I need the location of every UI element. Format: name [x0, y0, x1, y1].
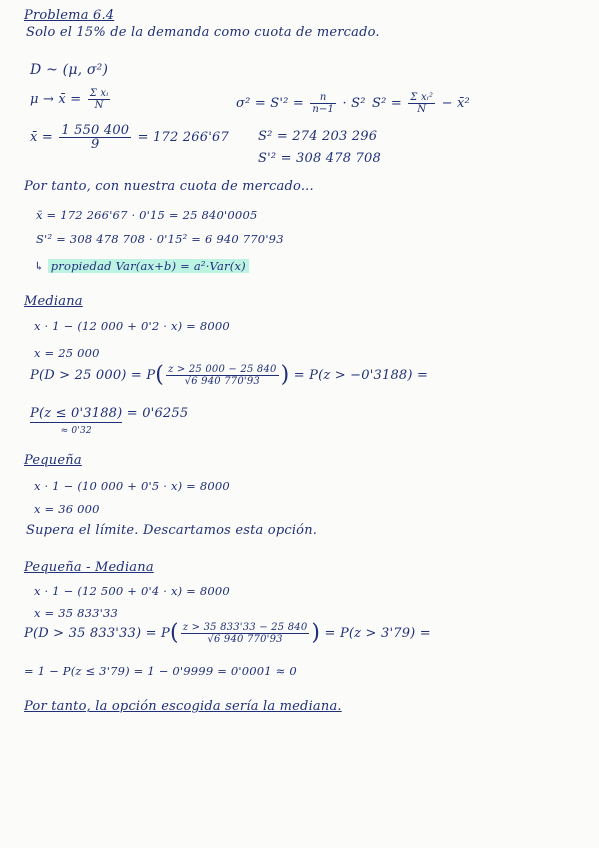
variance-market-share: S'² = 308 478 708 · 0'15² = 6 940 770'93	[36, 232, 284, 246]
pequena-mediana-equation: x · 1 − (12 500 + 0'4 · x) = 8000	[34, 584, 230, 598]
mediana-result-approx: ≈ 0'32	[60, 426, 92, 436]
mean-fraction-den: N	[94, 100, 104, 111]
mediana-result	[30, 406, 188, 439]
variance-formula-rhs: · S²	[342, 96, 366, 111]
variance-fraction	[310, 92, 336, 115]
conclusion-line: Por tanto, la opción escogida sería la mediana.	[24, 699, 342, 714]
xbar-fraction	[59, 124, 131, 151]
pequena-note: Supera el límite. Descartamos esta opción.	[26, 523, 318, 538]
intro-line: Solo el 15% de la demanda como cuota de mercado.	[26, 25, 380, 40]
mediana-probability	[30, 364, 428, 387]
mediana-z-num: z > 25 000 − 25 840	[168, 364, 277, 375]
xbar-market-share: x̄ = 172 266'67 · 0'15 = 25 840'0005	[36, 208, 258, 222]
s2-definition-rhs: − x̄²	[441, 96, 470, 111]
pequena-mediana-probability-rhs: = P(z > 3'79) =	[324, 626, 431, 641]
problem-title: Problema 6.4	[24, 8, 115, 23]
market-share-intro: Por tanto, con nuestra cuota de mercado...	[24, 179, 314, 194]
pequena-mediana-probability	[24, 622, 431, 645]
variance-formula-lhs: σ² = S'² =	[236, 96, 304, 111]
xbar-fraction-num: 1 550 400	[61, 123, 130, 138]
mean-fraction-num: Σ xᵢ	[89, 88, 109, 99]
open-paren: (	[169, 620, 179, 646]
close-paren: )	[311, 620, 321, 646]
mediana-probability-lhs: P(D > 25 000) = P	[30, 368, 156, 383]
xbar-computation-rhs: = 172 266'67	[137, 130, 229, 145]
property-note	[34, 258, 249, 274]
xbar-computation-lhs: x̄ =	[30, 130, 53, 145]
pequena-mediana-result: = 1 − P(z ≤ 3'79) = 1 − 0'9999 = 0'0001 ≈ 0	[24, 664, 297, 678]
mediana-equation: x · 1 − (12 000 + 0'2 · x) = 8000	[34, 319, 230, 333]
s2-fraction-den: N	[417, 104, 427, 115]
distribution-line: D ~ (μ, σ²)	[30, 62, 109, 78]
mean-formula	[30, 88, 112, 111]
close-paren: )	[280, 362, 290, 388]
section-mediana: Mediana	[24, 294, 83, 309]
s2-definition-lhs: S² =	[372, 96, 402, 111]
mediana-result-rhs: = 0'6255	[126, 406, 189, 421]
s2-fraction-num: Σ xᵢ²	[410, 92, 434, 103]
open-paren: (	[155, 362, 165, 388]
pequena-mediana-z-fraction	[181, 622, 310, 645]
mean-formula-lhs: μ → x̄ =	[30, 92, 82, 107]
mediana-probability-rhs: = P(z > −0'3188) =	[293, 368, 429, 383]
mediana-result-group	[30, 406, 122, 439]
pequena-mediana-z-num: z > 35 833'33 − 25 840	[182, 622, 308, 633]
pequena-mediana-solution: x = 35 833'33	[34, 606, 119, 620]
sp2-value: S'² = 308 478 708	[258, 151, 381, 166]
xbar-fraction-den: 9	[91, 137, 100, 152]
s2-definition	[372, 92, 470, 115]
variance-formula	[236, 92, 366, 115]
property-arrow: ↳	[34, 259, 44, 273]
pequena-equation: x · 1 − (10 000 + 0'5 · x) = 8000	[34, 479, 230, 493]
mean-fraction	[88, 88, 111, 111]
mediana-z-fraction	[166, 364, 279, 387]
mediana-z-den: √6 940 770'93	[184, 376, 260, 387]
xbar-computation	[30, 124, 229, 151]
variance-fraction-den: n−1	[312, 104, 335, 115]
section-pequena-mediana: Pequeña - Mediana	[24, 560, 154, 575]
pequena-mediana-probability-lhs: P(D > 35 833'33) = P	[24, 626, 170, 641]
mediana-result-lhs: P(z ≤ 0'3188)	[30, 406, 123, 421]
pequena-solution: x = 36 000	[34, 502, 100, 516]
s2-fraction	[408, 92, 435, 115]
pequena-mediana-z-den: √6 940 770'93	[207, 634, 283, 645]
property-highlight: propiedad Var(ax+b) = a²·Var(x)	[48, 259, 249, 273]
section-pequena: Pequeña	[24, 453, 82, 468]
variance-fraction-num: n	[310, 92, 336, 104]
s2-value: S² = 274 203 296	[258, 129, 378, 144]
mediana-solution: x = 25 000	[34, 346, 100, 360]
